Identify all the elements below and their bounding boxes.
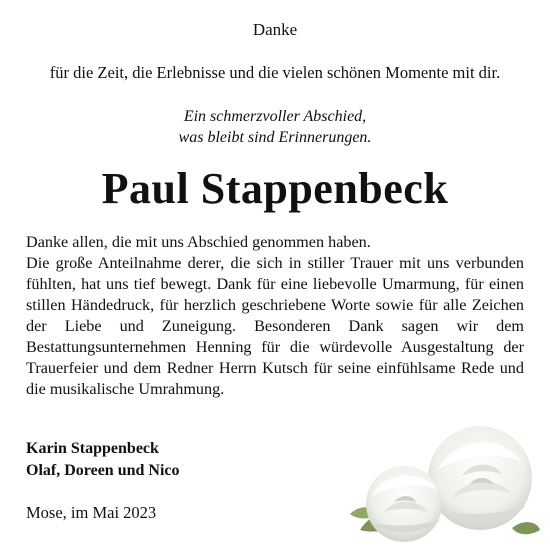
thank-you-paragraph-2: Die große Anteilnahme derer, die sich in stiller Trauer mit uns verbunden fühlten, hat uns tief bewegt. Dank für eine liebevolle Umarmung, für einen stillen Händedruck, für herzlich geschriebene Worte sowie für alle Zeichen der Liebe und Zuneigung. Besonderen Dank sagen wir dem Bestattungsunternehmen Henning für die würdevolle Ausgestaltung der Trauerfeier und dem Redner Herrn Kutsch für seine einfühlsame Rede und die musikalische Umrahmung. — [26, 254, 524, 398]
place-and-date: Mose, im Mai 2023 — [26, 503, 157, 522]
signer-line-1: Karin Stappenbeck — [26, 440, 159, 457]
white-roses-icon — [342, 418, 542, 544]
signer-line-2: Olaf, Doreen und Nico — [26, 462, 180, 479]
gratitude-subline: für die Zeit, die Erlebnisse und die vielen schönen Momente mit dir. — [49, 63, 501, 82]
memorial-quote — [0, 106, 550, 148]
quote-line-2: was bleibt sind Erinnerungen. — [178, 129, 372, 146]
heading-danke: Danke — [252, 20, 298, 39]
signers-block — [26, 438, 179, 482]
thank-you-paragraph-1: Danke allen, die mit uns Abschied genommen haben. — [26, 233, 371, 251]
deceased-name: Paul Stappenbeck — [101, 164, 449, 213]
quote-line-1: Ein schmerzvoller Abschied, — [183, 108, 367, 125]
thank-you-text — [26, 232, 524, 400]
